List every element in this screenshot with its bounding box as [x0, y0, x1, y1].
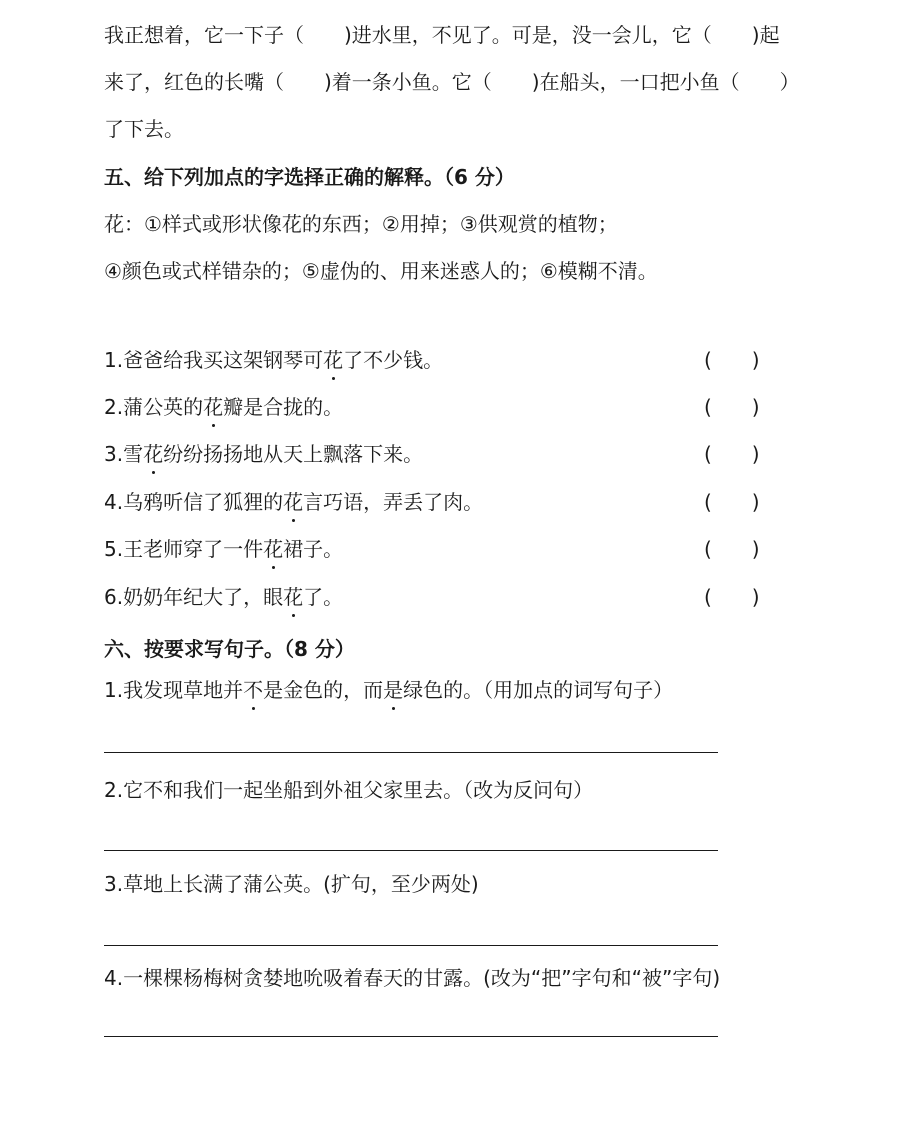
answer-paren[interactable]: ( )	[704, 442, 760, 466]
item-text-before: 2.蒲公英的	[104, 395, 204, 419]
item-text-after: 了。	[303, 585, 344, 609]
q1-part-3: 绿色的。（用加点的词写句子）	[403, 678, 674, 702]
answer-paren[interactable]: ( )	[704, 537, 760, 561]
question-5-item-3	[104, 440, 423, 468]
answer-line-2[interactable]	[104, 850, 718, 851]
dotted-char: 花	[283, 585, 304, 609]
q1-part-1: 1.我发现草地并	[104, 678, 244, 702]
item-text-after: 言巧语，弄丢了肉。	[303, 490, 484, 514]
section-5-heading: 五、给下列加点的字选择正确的解释。（6 分）	[104, 165, 515, 189]
definition-line-1: 花：①样式或形状像花的东西；②用掉；③供观赏的植物；	[104, 212, 618, 236]
question-5-item-4	[104, 488, 483, 516]
answer-paren[interactable]: ( )	[704, 395, 760, 419]
item-text-before: 5.王老师穿了一件	[104, 537, 264, 561]
passage-line-3: 了下去。	[104, 117, 184, 141]
question-5-item-5	[104, 535, 343, 563]
dotted-char: 花	[323, 348, 344, 372]
dotted-char: 花	[263, 537, 284, 561]
question-5-item-1	[104, 346, 443, 374]
answer-line-4[interactable]	[104, 1036, 718, 1037]
dotted-char: 不	[243, 678, 264, 702]
item-text-after: 了不少钱。	[343, 348, 444, 372]
question-6-2: 2.它不和我们一起坐船到外祖父家里去。（改为反问句）	[104, 778, 594, 802]
q1-part-2: 是金色的，而	[263, 678, 384, 702]
question-6-3: 3.草地上长满了蒲公英。(扩句，至少两处)	[104, 872, 479, 896]
item-text-before: 6.奶奶年纪大了，眼	[104, 585, 284, 609]
answer-line-3[interactable]	[104, 945, 718, 946]
item-text-before: 1.爸爸给我买这架钢琴可	[104, 348, 324, 372]
item-text-after: 瓣是合拢的。	[223, 395, 344, 419]
question-5-item-6	[104, 583, 343, 611]
question-6-4: 4.一棵棵杨梅树贪婪地吮吸着春天的甘露。(改为“把”字句和“被”字句)	[104, 966, 721, 990]
passage-line-1: 我正想着，它一下子（ )进水里，不见了。可是，没一会儿，它（ )起	[104, 23, 780, 47]
dotted-char: 花	[283, 490, 304, 514]
answer-paren[interactable]: ( )	[704, 490, 760, 514]
section-6-heading: 六、按要求写句子。（8 分）	[104, 637, 355, 661]
dotted-char: 花	[203, 395, 224, 419]
dotted-char: 是	[383, 678, 404, 702]
item-text-after: 纷纷扬扬地从天上飘落下来。	[163, 442, 424, 466]
answer-paren[interactable]: ( )	[704, 348, 760, 372]
item-text-before: 4.乌鸦听信了狐狸的	[104, 490, 284, 514]
item-text-after: 裙子。	[283, 537, 344, 561]
definition-line-2: ④颜色或式样错杂的；⑤虚伪的、用来迷惑人的；⑥模糊不清。	[104, 259, 658, 283]
question-5-item-2	[104, 393, 343, 421]
dotted-char: 花	[143, 442, 164, 466]
answer-paren[interactable]: ( )	[704, 585, 760, 609]
question-6-1	[104, 676, 673, 704]
answer-line-1[interactable]	[104, 752, 718, 753]
item-text-before: 3.雪	[104, 442, 144, 466]
passage-line-2: 来了，红色的长嘴（ )着一条小鱼。它（ )在船头，一口把小鱼（ ）	[104, 70, 800, 94]
